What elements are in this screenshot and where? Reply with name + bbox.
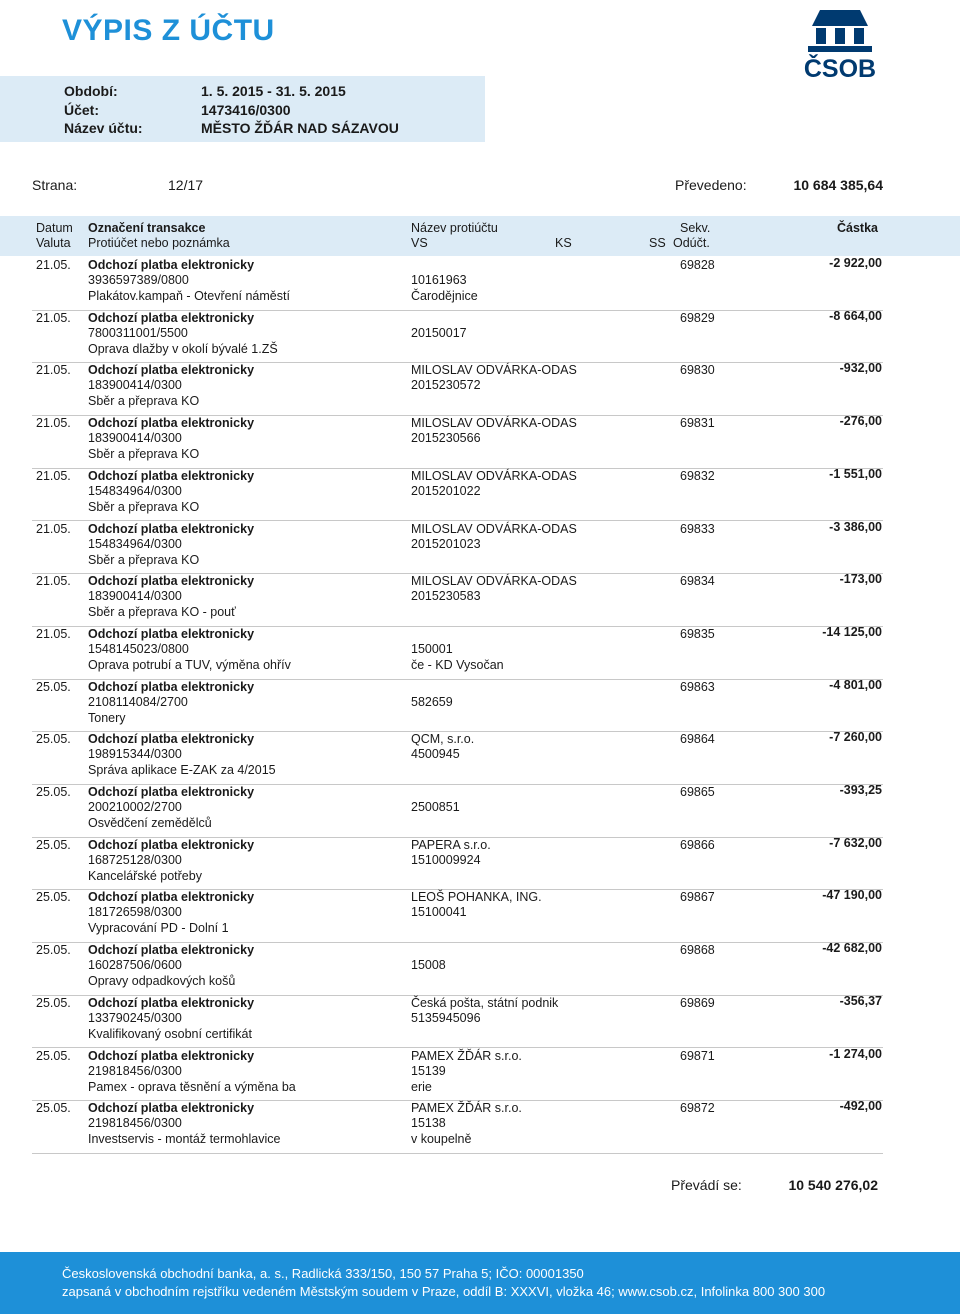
txn-note: Sběr a přeprava KO: [88, 394, 200, 409]
txn-vs: 5135945096: [411, 1010, 481, 1025]
carried-over-value: 10 684 385,64: [793, 177, 883, 193]
txn-note: Sběr a přeprava KO: [88, 499, 200, 514]
txn-amount: -932,00: [839, 361, 882, 376]
txn-amount: -356,37: [839, 993, 882, 1008]
txn-amount: -4 801,00: [829, 677, 882, 692]
txn-note: Pamex - oprava těsnění a výměna ba: [88, 1079, 296, 1094]
txn-account: 160287506/0600: [88, 958, 182, 973]
txn-seq: 69833: [680, 521, 715, 536]
txn-vs: 2015201023: [411, 536, 481, 551]
txn-note: Oprava potrubí a TUV, výměna ohřív: [88, 657, 291, 672]
txn-note: Opravy odpadkových košů: [88, 974, 236, 989]
table-row: [0, 732, 960, 785]
txn-amount: -42 682,00: [822, 941, 882, 956]
carried-over-label: Převedeno:: [675, 177, 747, 193]
footer-line-2: zapsaná v obchodním rejstříku vedeném Městským soudem v Praze, oddíl B: XXXVI, vložka 46; www.csob.cz, Infolinka 800 300 300: [62, 1284, 826, 1299]
txn-vs: 150001: [411, 641, 453, 656]
txn-date: 21.05.: [36, 258, 71, 272]
txn-name: Česká pošta, státní podnik: [411, 995, 559, 1010]
txn-seq: 69829: [680, 310, 715, 325]
txn-note: Sběr a přeprava KO - pouť: [88, 605, 236, 620]
txn-note: Kvalifikovaný osobní certifikát: [88, 1026, 252, 1041]
txn-seq: 69863: [680, 679, 715, 694]
txn-seq: 69828: [680, 258, 715, 272]
txn-account: 3936597389/0800: [88, 273, 189, 287]
txn-name: PAMEX ŽĎÁR s.r.o.: [411, 1048, 522, 1063]
account-info-panel: [0, 76, 485, 142]
txn-seq: 69832: [680, 468, 715, 483]
txn-date: 25.05.: [36, 837, 71, 852]
txn-amount: -47 190,00: [822, 888, 882, 903]
table-row: [0, 466, 960, 522]
txn-amount: -2 922,00: [829, 256, 882, 270]
col-ks: KS: [555, 236, 572, 250]
txn-date: 25.05.: [36, 890, 71, 905]
table-row: [0, 624, 960, 680]
txn-vs: 15138: [411, 1116, 446, 1131]
ucet-value: 1473416/0300: [201, 102, 291, 118]
col-sekv: Sekv.: [680, 221, 711, 235]
txn-seq: 69834: [680, 574, 715, 589]
carry-forward-value: 10 540 276,02: [788, 1177, 878, 1193]
txn-type: Odchozí platba elektronicky: [88, 995, 255, 1010]
txn-amount: -7 260,00: [829, 730, 882, 745]
txn-date: 25.05.: [36, 732, 71, 747]
txn-account: 154834964/0300: [88, 483, 182, 498]
txn-date: 25.05.: [36, 679, 71, 694]
txn-account: 1548145023/0800: [88, 641, 189, 656]
txn-vs-extra: erie: [411, 1079, 432, 1094]
txn-vs: 2015230566: [411, 431, 481, 446]
txn-account: 219818456/0300: [88, 1063, 182, 1078]
txn-account: 181726598/0300: [88, 905, 182, 920]
txn-account: 183900414/0300: [88, 589, 182, 604]
table-header: [0, 216, 960, 256]
page-number: 12/17: [168, 177, 204, 193]
txn-note: Správa aplikace E-ZAK za 4/2015: [88, 763, 276, 778]
ucet-label: Účet:: [64, 102, 100, 118]
txn-type: Odchozí platba elektronicky: [88, 626, 255, 641]
table-row: [0, 519, 960, 575]
txn-type: Odchozí platba elektronicky: [88, 521, 255, 536]
table-row: [0, 1046, 960, 1102]
txn-name: PAMEX ŽĎÁR s.r.o.: [411, 1101, 522, 1116]
txn-name: MILOSLAV ODVÁRKA-ODAS: [411, 468, 577, 483]
txn-seq: 69864: [680, 732, 715, 747]
txn-date: 21.05.: [36, 468, 71, 483]
txn-vs-extra: če - KD Vysočan: [411, 657, 504, 672]
txn-name: MILOSLAV ODVÁRKA-ODAS: [411, 363, 577, 378]
txn-name: LEOŠ POHANKA, ING.: [411, 890, 542, 905]
table-row: [0, 943, 960, 996]
txn-date: 21.05.: [36, 416, 71, 431]
col-datum: Datum: [36, 221, 73, 235]
txn-name: MILOSLAV ODVÁRKA-ODAS: [411, 416, 577, 431]
txn-account: 219818456/0300: [88, 1116, 182, 1131]
table-row: [0, 1101, 960, 1154]
col-castka: Částka: [837, 221, 878, 235]
txn-account: 183900414/0300: [88, 378, 182, 393]
txn-note: Sběr a přeprava KO: [88, 552, 200, 567]
col-vs: VS: [411, 236, 428, 250]
txn-seq: 69871: [680, 1048, 715, 1063]
txn-amount: -14 125,00: [822, 624, 882, 639]
txn-date: 21.05.: [36, 310, 71, 325]
txn-account: 200210002/2700: [88, 800, 182, 814]
txn-type: Odchozí platba elektronicky: [88, 890, 255, 905]
txn-vs: 10161963: [411, 273, 467, 287]
txn-note: Tonery: [88, 710, 126, 725]
carry-forward-label: Převádí se:: [671, 1177, 742, 1193]
txn-seq: 69868: [680, 943, 715, 958]
table-row: [0, 993, 960, 1049]
table-row: [0, 363, 960, 416]
table-row: [0, 416, 960, 469]
txn-date: 21.05.: [36, 363, 71, 378]
table-row: [0, 835, 960, 891]
txn-date: 25.05.: [36, 785, 71, 799]
txn-type: Odchozí platba elektronicky: [88, 574, 255, 589]
txn-amount: -393,25: [839, 783, 882, 797]
col-ss: SS: [649, 236, 666, 250]
bank-footer: [0, 1252, 960, 1314]
page-label: Strana:: [32, 177, 78, 193]
txn-note: Investservis - montáž termohlavice: [88, 1132, 281, 1147]
txn-date: 21.05.: [36, 626, 71, 641]
txn-seq: 69867: [680, 890, 715, 905]
txn-date: 25.05.: [36, 1048, 71, 1063]
obdobi-value: 1. 5. 2015 - 31. 5. 2015: [201, 83, 346, 99]
row-divider: [32, 1153, 883, 1154]
txn-type: Odchozí platba elektronicky: [88, 732, 255, 747]
table-row: [0, 574, 960, 627]
txn-type: Odchozí platba elektronicky: [88, 363, 255, 378]
txn-amount: -492,00: [839, 1099, 882, 1114]
nazev-uctu-label: Název účtu:: [64, 120, 143, 136]
txn-amount: -276,00: [839, 414, 882, 429]
col-valuta: Valuta: [36, 236, 71, 250]
statement-title: VÝPIS Z ÚČTU: [62, 14, 275, 47]
txn-vs-extra: v koupelně: [411, 1132, 472, 1147]
txn-date: 21.05.: [36, 521, 71, 536]
table-row: [0, 890, 960, 943]
txn-type: Odchozí platba elektronicky: [88, 1101, 255, 1116]
txn-name: MILOSLAV ODVÁRKA-ODAS: [411, 521, 577, 536]
txn-note: Kancelářské potřeby: [88, 868, 202, 883]
txn-type: Odchozí platba elektronicky: [88, 310, 255, 325]
txn-type: Odchozí platba elektronicky: [88, 1048, 255, 1063]
txn-vs: 2500851: [411, 800, 460, 814]
footer-line-1: Československá obchodní banka, a. s., Radlická 333/150, 150 57 Praha 5; IČO: 00001350: [62, 1266, 584, 1281]
txn-type: Odchozí platba elektronicky: [88, 785, 255, 799]
txn-account: 183900414/0300: [88, 431, 182, 446]
txn-vs: 4500945: [411, 747, 460, 762]
csob-logo: [790, 6, 890, 82]
txn-account: 154834964/0300: [88, 536, 182, 551]
txn-date: 25.05.: [36, 995, 71, 1010]
txn-type: Odchozí platba elektronicky: [88, 943, 255, 958]
txn-account: 133790245/0300: [88, 1010, 182, 1025]
txn-vs: 20150017: [411, 325, 467, 340]
txn-vs: 2015230583: [411, 589, 481, 604]
txn-date: 25.05.: [36, 943, 71, 958]
txn-amount: -8 664,00: [829, 308, 882, 323]
col-oznaceni: Označení transakce: [88, 221, 206, 235]
txn-amount: -3 386,00: [829, 519, 882, 534]
table-row: [0, 677, 960, 733]
txn-vs-extra: Čarodějnice: [411, 289, 478, 303]
txn-name: PAPERA s.r.o.: [411, 837, 491, 852]
txn-account: 2108114084/2700: [88, 694, 188, 709]
txn-note: Osvědčení zemědělců: [88, 816, 212, 830]
txn-vs: 2015230572: [411, 378, 481, 393]
txn-type: Odchozí platba elektronicky: [88, 679, 255, 694]
txn-type: Odchozí platba elektronicky: [88, 258, 255, 272]
logo-text: ČSOB: [803, 55, 877, 82]
txn-seq: 69831: [680, 416, 715, 431]
txn-type: Odchozí platba elektronicky: [88, 416, 255, 431]
txn-seq: 69872: [680, 1101, 715, 1116]
txn-amount: -1 551,00: [829, 466, 882, 481]
txn-vs: 2015201022: [411, 483, 481, 498]
txn-date: 21.05.: [36, 574, 71, 589]
col-oductu: Odúčt.: [673, 236, 710, 250]
txn-note: Oprava dlažby v okolí bývalé 1.ZŠ: [88, 341, 278, 356]
table-row: [0, 308, 960, 364]
txn-type: Odchozí platba elektronicky: [88, 468, 255, 483]
txn-note: Sběr a přeprava KO: [88, 447, 200, 462]
txn-name: QCM, s.r.o.: [411, 732, 475, 747]
nazev-uctu-value: MĚSTO ŽĎÁR NAD SÁZAVOU: [201, 120, 399, 136]
txn-amount: -1 274,00: [829, 1046, 882, 1061]
txn-amount: -173,00: [839, 572, 882, 587]
txn-account: 7800311001/5500: [88, 325, 188, 340]
txn-account: 198915344/0300: [88, 747, 182, 762]
txn-seq: 69865: [680, 785, 715, 799]
col-nazev-protiuctu: Název protiúčtu: [411, 221, 498, 235]
txn-vs: 582659: [411, 694, 453, 709]
txn-vs: 15008: [411, 958, 446, 973]
txn-seq: 69830: [680, 363, 715, 378]
txn-seq: 69866: [680, 837, 715, 852]
txn-seq: 69869: [680, 995, 715, 1010]
table-row: [0, 785, 960, 838]
txn-seq: 69835: [680, 626, 715, 641]
txn-name: MILOSLAV ODVÁRKA-ODAS: [411, 574, 577, 589]
table-row: [0, 258, 960, 311]
col-protiucet: Protiúčet nebo poznámka: [88, 236, 230, 250]
txn-type: Odchozí platba elektronicky: [88, 837, 255, 852]
txn-vs: 15139: [411, 1063, 446, 1078]
txn-amount: -7 632,00: [829, 835, 882, 850]
txn-note: Vypracování PD - Dolní 1: [88, 921, 229, 936]
txn-note: Plakátov.kampaň - Otevření náměstí: [88, 289, 290, 303]
txn-vs: 15100041: [411, 905, 467, 920]
txn-vs: 1510009924: [411, 852, 481, 867]
txn-date: 25.05.: [36, 1101, 71, 1116]
txn-account: 168725128/0300: [88, 852, 182, 867]
obdobi-label: Období:: [64, 83, 118, 99]
